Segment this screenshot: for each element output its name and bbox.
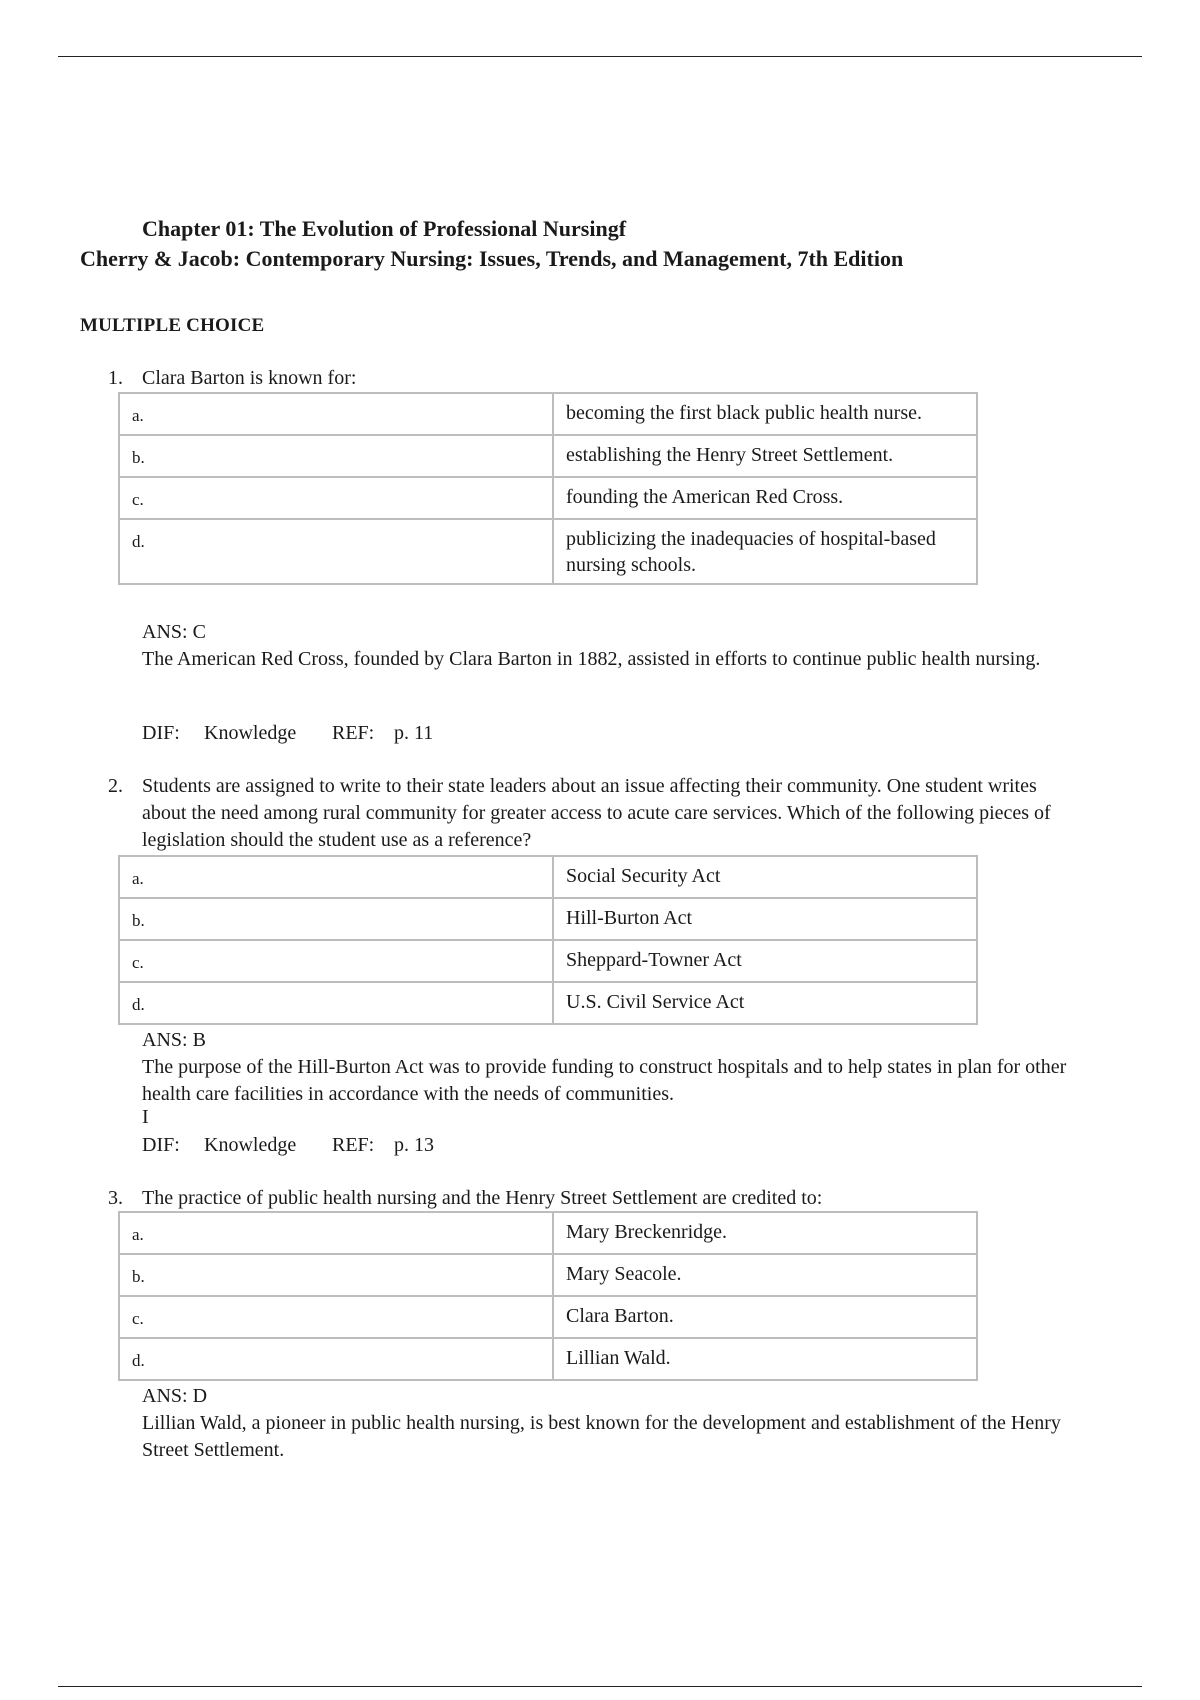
option-letter: b. (119, 435, 553, 477)
chapter-title: Chapter 01: The Evolution of Professional Nursingf (142, 216, 627, 241)
option-row (119, 435, 977, 477)
option-text: establishing the Henry Street Settlement. (553, 435, 977, 477)
question-stem (108, 365, 1068, 392)
options-table (118, 1211, 978, 1381)
question-meta (142, 1134, 434, 1157)
option-text: Mary Breckenridge. (553, 1212, 977, 1254)
option-row (119, 982, 977, 1024)
option-row (119, 1296, 977, 1338)
question-stem (108, 1185, 1068, 1212)
top-rule (58, 56, 1142, 57)
options-table (118, 392, 978, 585)
ref-label: REF: (332, 1134, 375, 1156)
option-letter: b. (119, 898, 553, 940)
question-text: The practice of public health nursing and the Henry Street Settlement are credited to: (142, 1187, 823, 1209)
option-row (119, 898, 977, 940)
question-text: Students are assigned to write to their state leaders about an issue affecting their community. One student writes about the need among rural community for greater access to acute care services. Which of the following pieces of legislation should the student use as a reference? (142, 775, 1051, 851)
ref-value: p. 11 (394, 722, 434, 744)
option-row (119, 1254, 977, 1296)
answer-key: ANS: D (142, 1385, 208, 1407)
ref-value: p. 13 (394, 1134, 434, 1156)
option-letter: a. (119, 856, 553, 898)
option-letter: d. (119, 982, 553, 1024)
option-letter: d. (119, 519, 553, 584)
question-number: 1. (108, 367, 123, 389)
question-meta (142, 722, 433, 745)
answer-block (142, 619, 1072, 673)
question-number: 2. (108, 775, 123, 797)
option-row (119, 519, 977, 584)
option-text: Mary Seacole. (553, 1254, 977, 1296)
dif-label: DIF: (142, 1134, 180, 1156)
answer-rationale: The American Red Cross, founded by Clara Barton in 1882, assisted in efforts to continue public health nursing. (142, 648, 1041, 670)
option-text: founding the American Red Cross. (553, 477, 977, 519)
option-text: Clara Barton. (553, 1296, 977, 1338)
question-text: Clara Barton is known for: (142, 367, 357, 389)
question-number: 3. (108, 1187, 123, 1209)
option-row (119, 1338, 977, 1380)
question-stem (108, 773, 1068, 854)
option-text: U.S. Civil Service Act (553, 982, 977, 1024)
option-text: becoming the first black public health nurse. (553, 393, 977, 435)
option-text: Hill-Burton Act (553, 898, 977, 940)
option-row (119, 856, 977, 898)
option-letter: a. (119, 393, 553, 435)
option-letter: b. (119, 1254, 553, 1296)
option-letter: c. (119, 940, 553, 982)
option-letter: a. (119, 1212, 553, 1254)
answer-block (142, 1383, 1072, 1464)
option-letter: d. (119, 1338, 553, 1380)
answer-block (142, 1027, 1072, 1108)
answer-key: ANS: B (142, 1029, 206, 1051)
option-letter: c. (119, 477, 553, 519)
option-row (119, 1212, 977, 1254)
option-text: publicizing the inadequacies of hospital-based nursing schools. (553, 519, 977, 584)
dif-value: Knowledge (204, 1134, 297, 1156)
answer-rationale: The purpose of the Hill-Burton Act was to provide funding to construct hospitals and to help states in plan for other health care facilities in accordance with the needs of communities. (142, 1056, 1067, 1105)
options-table (118, 855, 978, 1025)
book-title: Cherry & Jacob: Contemporary Nursing: Issues, Trends, and Management, 7th Edition (80, 246, 904, 271)
option-row (119, 393, 977, 435)
section-heading: MULTIPLE CHOICE (80, 315, 265, 336)
option-text: Lillian Wald. (553, 1338, 977, 1380)
option-letter: c. (119, 1296, 553, 1338)
option-row (119, 477, 977, 519)
option-text: Sheppard-Towner Act (553, 940, 977, 982)
answer-key: ANS: C (142, 621, 206, 643)
ref-label: REF: (332, 722, 375, 744)
dif-label: DIF: (142, 722, 180, 744)
bottom-rule (58, 1686, 1142, 1687)
option-text: Social Security Act (553, 856, 977, 898)
option-row (119, 940, 977, 982)
dif-value: Knowledge (204, 722, 297, 744)
answer-rationale: Lillian Wald, a pioneer in public health nursing, is best known for the development and establishment of the Henry Street Settlement. (142, 1412, 1061, 1461)
stray-mark: I (142, 1106, 149, 1128)
